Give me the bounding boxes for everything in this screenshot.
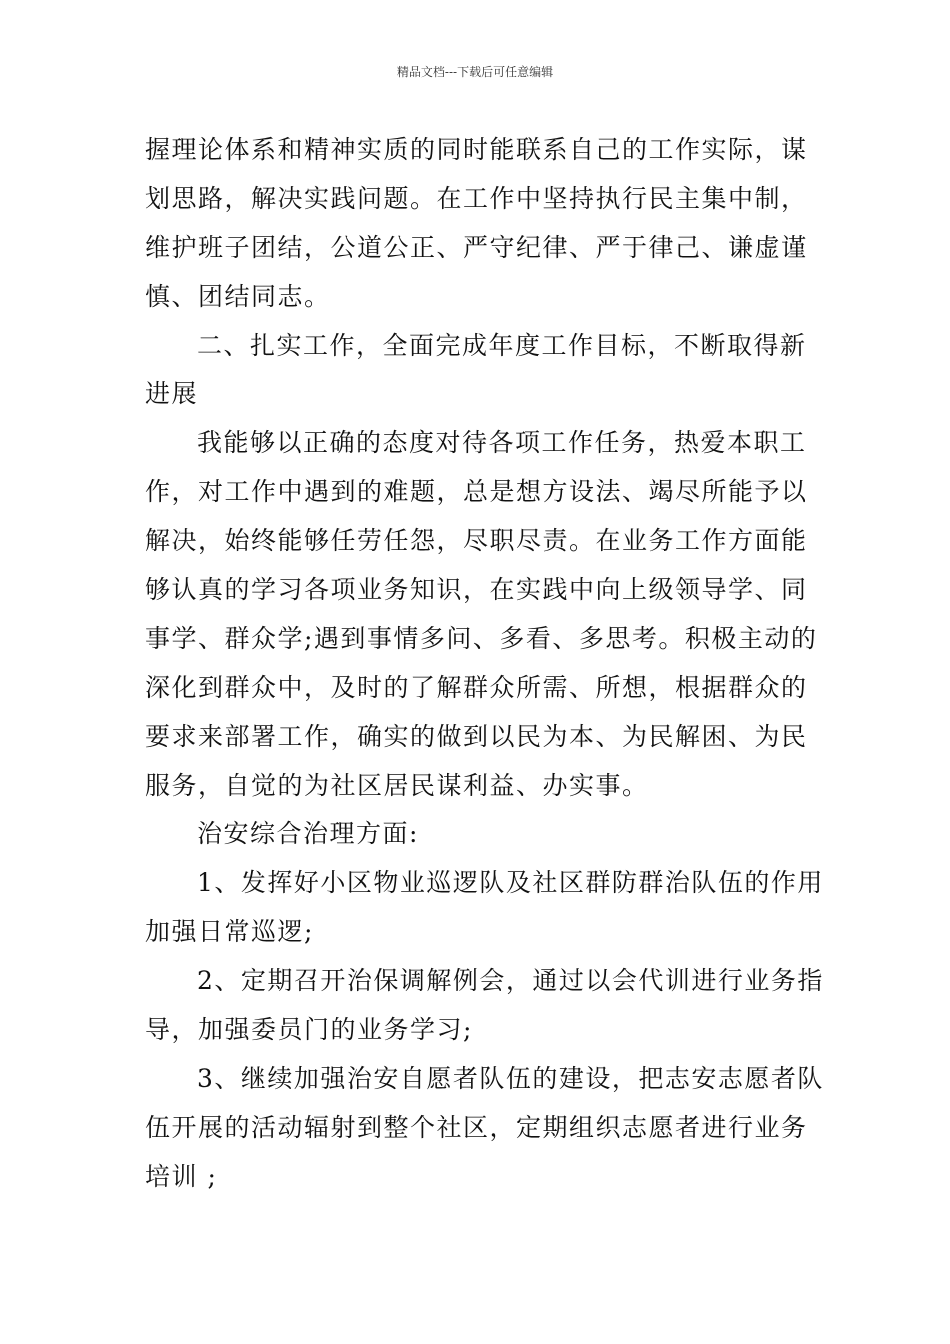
paragraph xyxy=(145,126,807,322)
list-item xyxy=(145,1055,824,1202)
text-line: 服务，自觉的为社区居民谋利益、办实事。 xyxy=(145,770,649,800)
section-heading xyxy=(145,322,807,420)
text-line: 要求来部署工作，确实的做到以民为本、为民解困、为民 xyxy=(145,721,808,751)
text-line: 加强日常巡逻; xyxy=(145,917,314,947)
text-line: 慎、团结同志。 xyxy=(145,281,331,311)
text-line: 3、继续加强治安自愿者队伍的建设，把志安志愿者队 xyxy=(197,1063,824,1093)
text-line: 导，加强委员门的业务学习; xyxy=(145,1015,473,1045)
text-line: 2、定期召开治保调解例会，通过以会代训进行业务指 xyxy=(197,966,824,996)
text-line: 解决，始终能够任劳任怨，尽职尽责。在业务工作方面能 xyxy=(145,526,808,556)
text-line: 作，对工作中遇到的难题，总是想方设法、竭尽所能予以 xyxy=(145,477,808,507)
list-item xyxy=(145,859,824,957)
text-line: 我能够以正确的态度对待各项工作任务，热爱本职工 xyxy=(197,428,807,458)
text-line: 治安综合治理方面: xyxy=(197,819,419,849)
text-line: 伍开展的活动辐射到整个社区，定期组织志愿者进行业务 xyxy=(145,1112,808,1142)
text-line: 事学、群众学;遇到事情多问、多看、多思考。积极主动的 xyxy=(145,623,818,653)
text-line: 握理论体系和精神实质的同时能联系自己的工作实际，谋 xyxy=(145,135,808,164)
text-line: 够认真的学习各项业务知识，在实践中向上级领导学、同 xyxy=(145,575,808,605)
page-header: 精品文档---下载后可任意编辑 xyxy=(396,65,554,79)
text-line: 维护班子团结，公道公正、严守纪律、严于律己、谦虚谨 xyxy=(145,232,808,262)
text-line: 培训 ; xyxy=(145,1161,218,1191)
text-line: 划思路，解决实践问题。在工作中坚持执行民主集中制， xyxy=(145,183,808,213)
paragraph xyxy=(145,419,818,810)
text-line: 进展 xyxy=(145,379,199,409)
text-line: 深化到群众中，及时的了解群众所需、所想，根据群众的 xyxy=(145,672,808,702)
text-line: 1、发挥好小区物业巡逻队及社区群防群治队伍的作用 xyxy=(197,868,824,898)
document-body xyxy=(145,126,824,1202)
text-line: 二、扎实工作，全面完成年度工作目标，不断取得新 xyxy=(197,330,807,360)
list-item xyxy=(145,957,824,1055)
subsection-label xyxy=(145,810,807,859)
